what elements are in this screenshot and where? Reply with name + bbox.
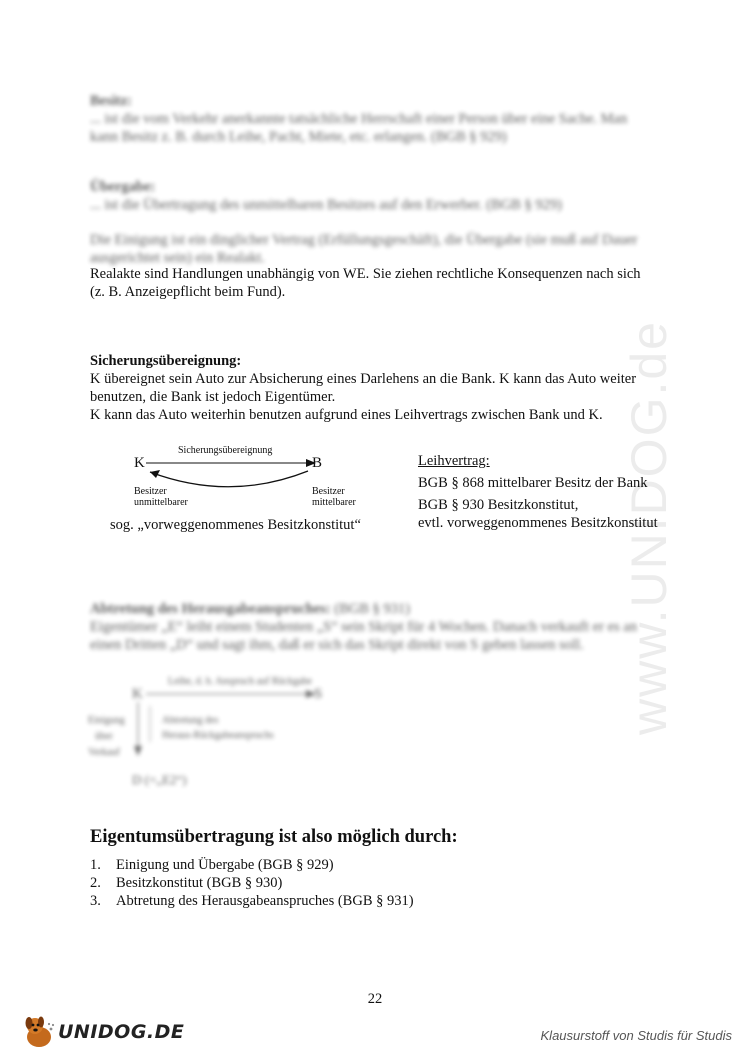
uebergabe-heading: Übergabe: xyxy=(90,179,156,195)
right-caption xyxy=(312,486,356,508)
right-caption-1: Besitzer xyxy=(312,486,345,497)
dog-icon xyxy=(22,1015,56,1049)
mid-caption-1: Abtretung des xyxy=(162,715,219,726)
left-caption xyxy=(134,486,188,508)
sicherung-text-1: K übereignet sein Auto zur Absicherung eines Darlehens an die Bank. K kann das Auto weiter xyxy=(90,371,637,387)
einigung-caption-3: Verkauf xyxy=(88,747,120,758)
abtretung-node-k: K xyxy=(132,686,143,702)
mid-caption-2: Heraus-Rückgabeanspruchs xyxy=(162,730,274,741)
besitz-section xyxy=(90,92,627,146)
left-caption-1: Besitzer xyxy=(134,486,167,497)
abtretung-mid-caption xyxy=(162,713,274,743)
sicherung-heading: Sicherungsübereignung: xyxy=(90,353,242,369)
sicherung-arrow-label: Sicherungsübereignung xyxy=(178,445,273,456)
abtretung-heading-ref: (BGB § 931) xyxy=(330,601,410,617)
footer-tagline: Klausurstoff von Studis für Studis xyxy=(540,1028,732,1043)
leihvertrag-box xyxy=(418,452,658,532)
leihvertrag-line-3: evtl. vorweggenommenes Besitzkonstitut xyxy=(418,515,658,531)
list-item-text: Besitzkonstitut (BGB § 930) xyxy=(116,875,283,891)
einigung-caption xyxy=(88,713,125,761)
uebergabe-text: ... ist die Übertragung des unmittelbaren Besitzes auf den Erwerber. (BGB § 929) xyxy=(90,197,562,213)
list-item-number: 2. xyxy=(90,875,101,891)
abtretung-node-d: D (=„E2“) xyxy=(132,772,187,787)
einigung-text-1: Die Einigung ist ein dinglicher Vertrag (Erfüllungsgeschäft), die Übergabe (sie muß auf Dauer xyxy=(90,232,638,248)
summary-list xyxy=(90,856,458,910)
list-item-number: 3. xyxy=(90,893,101,909)
leihvertrag-title: Leihvertrag: xyxy=(418,453,490,469)
node-k: K xyxy=(134,455,145,471)
realakte-text-2: (z. B. Anzeigepflicht beim Fund). xyxy=(90,284,286,300)
abtretung-section xyxy=(90,600,637,654)
return-arrow xyxy=(150,471,308,487)
besitz-text-2: kann Besitz z. B. durch Leihe, Pacht, Miete, etc. erlangen. (BGB § 929) xyxy=(90,129,507,145)
left-caption-2: unmittelbarer xyxy=(134,497,188,508)
realakte-paragraph xyxy=(90,265,641,301)
einigung-paragraph xyxy=(90,231,637,267)
summary-heading: Eigentumsübertragung ist also möglich durch: xyxy=(90,827,458,847)
node-b: B xyxy=(312,455,323,471)
leihe-label: Leihe, d. h. Anspruch auf Rückgabe xyxy=(168,676,312,687)
einigung-text-2: ausgerichtet sein) ein Realakt. xyxy=(90,250,265,266)
logo-text: UNIDOG.DE xyxy=(58,1021,185,1043)
einigung-caption-2: über xyxy=(95,731,113,742)
list-item xyxy=(90,892,458,910)
abtretung-node-s: S xyxy=(314,686,323,702)
besitz-heading: Besitz: xyxy=(90,93,132,109)
page-number: 22 xyxy=(367,991,383,1007)
einigung-arrowhead xyxy=(134,746,142,756)
sicherung-text-3: K kann das Auto weiterhin benutzen aufgrund eines Leihvertrags zwischen Bank und K. xyxy=(90,407,603,423)
unidog-logo[interactable] xyxy=(22,1015,184,1049)
uebergabe-section xyxy=(90,178,562,214)
leihvertrag-line-2: BGB § 930 Besitzkonstitut, xyxy=(418,497,579,513)
realakte-text-1: Realakte sind Handlungen unabhängig von WE. Sie ziehen rechtliche Konsequenzen nach sich xyxy=(90,266,641,282)
list-item xyxy=(90,874,458,892)
besitz-text-1: ... ist die vom Verkehr anerkannte tatsächliche Herrschaft einer Person über eine Sache. Man xyxy=(90,111,628,127)
return-arrowhead xyxy=(150,470,160,478)
abtretung-diagram xyxy=(88,670,348,795)
right-caption-2: mittelbarer xyxy=(312,497,356,508)
einigung-caption-1: Einigung xyxy=(88,715,125,726)
abtretung-text-1: Eigentümer „E“ leiht einem Studenten „S“ sein Skript für 4 Wochen. Danach verkauft er es an xyxy=(90,619,637,635)
list-item-text: Einigung und Übergabe (BGB § 929) xyxy=(116,857,334,873)
sicherung-section xyxy=(90,352,636,424)
abtretung-text-2: einen Dritten „D“ und sagt ihm, daß er sich das Skript direkt von S geben lassen soll. xyxy=(90,637,584,653)
leihvertrag-line-1: BGB § 868 mittelbarer Besitz der Bank xyxy=(418,475,648,491)
list-item-text: Abtretung des Herausgabeanspruches (BGB § 931) xyxy=(116,893,414,909)
list-item xyxy=(90,856,458,874)
sicherung-bottom-caption: sog. „vorweggenommenes Besitzkonstitut“ xyxy=(110,517,361,533)
abtretung-heading: Abtretung des Herausgabeanspruches: xyxy=(90,601,331,617)
watermark: www.UNIDOG.de xyxy=(621,320,677,735)
sicherung-text-2: benutzen, die Bank ist jedoch Eigentümer. xyxy=(90,389,336,405)
summary-section xyxy=(90,827,458,910)
list-item-number: 1. xyxy=(90,857,101,873)
